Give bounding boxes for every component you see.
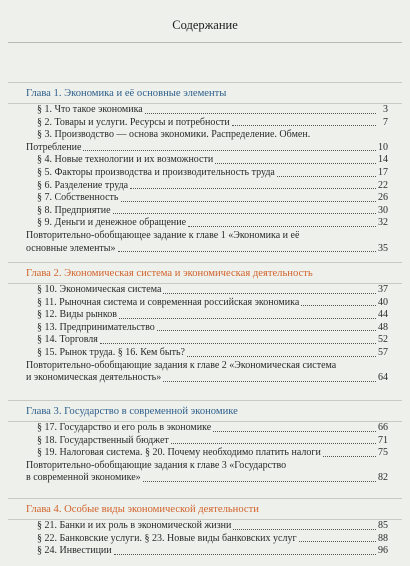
page-number: 37 [378,284,388,295]
page-number: 64 [378,372,388,384]
chapter-title: Глава 4. Особые виды экономической деятельности [26,504,259,515]
entry-title: § 18. Государственный бюджет [37,434,169,446]
page-number: 30 [378,204,388,216]
leader-dots [188,226,376,227]
toc-entry[interactable] [0,192,410,205]
leader-dots [100,343,376,344]
leader-dots [233,529,376,530]
divider [8,262,402,263]
leader-dots [215,163,376,164]
leader-dots [301,305,376,306]
leader-dots [157,330,376,331]
leader-dots [323,456,376,457]
page-number: 22 [378,179,388,191]
divider [8,82,402,83]
entry-title: § 3. Производство — основа экономики. Распределение. Обмен. [37,129,311,141]
toc-entry[interactable] [0,284,410,297]
leader-dots [83,150,376,151]
entry-title: § 4. Новые технологии и их возможности [37,154,214,166]
entry-title: § 10. Экономическая система [37,284,162,295]
entry-title: Потребление [26,141,82,153]
toc-entry[interactable] [0,117,410,130]
entry-title: § 12. Виды рынков [37,309,117,321]
entry-title: § 2. Товары и услуги. Ресурсы и потребности [37,116,230,128]
entry-title: § 1. Что такое экономика [37,104,143,115]
page-title: Содержание [172,18,238,32]
entry-title: и экономическая деятельность» [26,372,162,384]
leader-dots [171,443,376,444]
toc-entry[interactable] [0,217,410,230]
page-number: 96 [378,545,388,557]
toc-entry[interactable] [0,435,410,448]
entry-title: § 15. Рынок труда. § 16. Кем быть? [37,346,185,358]
entry-title: основные элементы» [26,242,116,254]
leader-dots [119,318,376,319]
leader-dots [113,213,376,214]
entry-title: § 14. Торговля [37,334,98,346]
page-number: 44 [378,309,388,321]
toc-entry[interactable] [0,533,410,546]
entry-title: Повторительно-обобщающее задание к главе 1 «Экономика и её [26,229,300,241]
page-number: 32 [378,217,388,229]
divider [8,42,402,43]
review-task-line[interactable] [0,243,410,256]
page-number: 3 [383,104,388,115]
chapter-title: Глава 2. Экономическая система и экономическая деятельность [26,268,313,279]
entry-title: Повторительно-обобщающие задания к главе 3 «Государство [26,459,287,471]
toc-entry[interactable] [0,520,410,533]
toc-entry[interactable] [0,447,410,460]
entry-title: § 17. Государство и его роль в экономике [37,422,212,433]
chapter-section [0,400,410,485]
entry-title: § 6. Разделение труда [37,179,129,191]
entry-title: § 19. Налоговая система. § 20. Почему необходимо платить налоги [37,447,321,459]
leader-dots [277,176,376,177]
entry-title: § 22. Банковские услуги. § 23. Новые виды банковских услуг [37,532,297,544]
entry-title: § 13. Предпринимательство [37,321,155,333]
toc-entry[interactable] [0,297,410,310]
leader-dots [213,431,376,432]
chapter-section [0,498,410,558]
entry-title: § 8. Предприятие [37,204,111,216]
entry-title: § 5. Факторы производства и производительность труда [37,166,275,178]
leader-dots [163,293,376,294]
leader-dots [114,554,376,555]
toc-entry[interactable] [0,167,410,180]
entry-title: § 7. Собственность [37,192,119,204]
toc-entry[interactable] [0,180,410,193]
page-number: 85 [378,520,388,531]
entry-title: в современной экономике» [26,472,141,484]
divider [8,498,402,499]
review-task-line[interactable] [0,372,410,385]
leader-dots [121,201,377,202]
page-number: 26 [378,192,388,204]
page-number: 14 [378,154,388,166]
page-number: 82 [378,472,388,484]
page-number: 7 [383,116,388,128]
divider [8,400,402,401]
review-task-line[interactable] [0,472,410,485]
page-number: 66 [378,422,388,433]
toc-entry[interactable] [0,347,410,360]
chapter-title: Глава 1. Экономика и её основные элементы [26,88,227,99]
page-number: 57 [378,346,388,358]
page-number: 48 [378,321,388,333]
toc-entry[interactable] [0,422,410,435]
page-number: 17 [378,166,388,178]
review-task-line [0,230,410,243]
review-task-line [0,460,410,473]
toc-entry[interactable] [0,205,410,218]
page-number: 75 [378,447,388,459]
leader-dots [187,356,376,357]
page-number: 10 [378,141,388,153]
leader-dots [145,113,376,114]
leader-dots [143,481,376,482]
page-number: 40 [378,296,388,308]
toc-entry[interactable] [0,322,410,335]
page-number: 88 [378,532,388,544]
leader-dots [130,188,376,189]
page-number: 52 [378,334,388,346]
chapter-section [0,82,410,255]
leader-dots [299,541,376,542]
entry-title: § 11. Рыночная система и современная российская экономика [37,296,300,308]
toc-entry[interactable] [0,129,410,142]
review-task-line [0,360,410,373]
page-number: 35 [378,242,388,254]
entry-title: Повторительно-обобщающие задания к главе 2 «Экономическая система [26,359,337,371]
entry-title: § 24. Инвестиции [37,545,112,557]
chapter-title: Глава 3. Государство в современной экономике [26,406,238,417]
leader-dots [163,381,376,382]
leader-dots [232,125,376,126]
entry-title: § 9. Деньги и денежное обращение [37,217,187,229]
toc-entry[interactable] [0,545,410,558]
toc-entry[interactable] [0,142,410,155]
page-number: 71 [378,434,388,446]
toc-entry[interactable] [0,334,410,347]
chapter-section [0,262,410,385]
toc-entry[interactable] [0,154,410,167]
entry-title: § 21. Банки и их роль в экономической жизни [37,520,232,531]
toc-entry[interactable] [0,309,410,322]
leader-dots [118,251,376,252]
toc-entry[interactable] [0,104,410,117]
